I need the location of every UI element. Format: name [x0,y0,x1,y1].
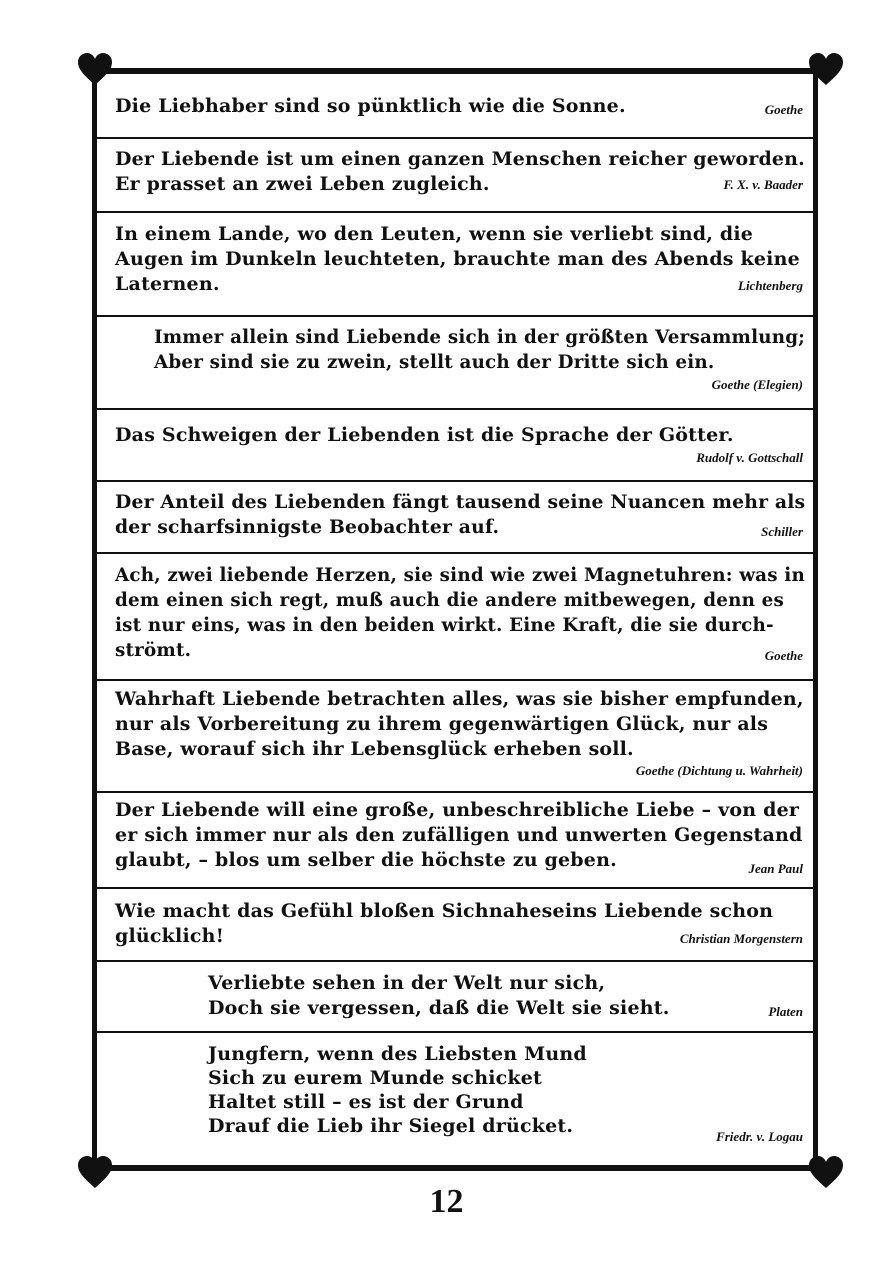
quote-line: Er prasset an zwei Leben zugleich. [115,173,490,195]
quote-text [208,971,670,1021]
quote-line: glaubt, – blos um selber die höchste zu geben. [115,849,617,871]
quote-line: Doch sie vergessen, daß die Welt sie sieht. [208,997,670,1019]
quote-line: Der Liebende will eine große, unbeschreibliche Liebe – von der [115,799,800,821]
quote-line: er sich immer nur als den zufälligen und unwerten Gegenstand [115,824,803,846]
quote-line: Jungfern, wenn des Liebsten Mund [208,1043,587,1065]
quote-text [115,423,734,448]
quote-line: Laternen. [115,273,220,295]
quote-block [97,317,813,410]
quote-line: Aber sind sie zu zwein, stellt auch der Dritte sich ein. [154,352,715,373]
quote-line: Immer allein sind Liebende sich in der größten Versammlung; [154,327,806,348]
quote-author: Christian Morgenstern [679,931,803,946]
quote-block [97,139,813,213]
quote-text [115,899,773,949]
quote-text [154,325,805,375]
quote-line: der scharfsinnigste Beobachter auf. [115,516,500,538]
quote-block [97,213,813,317]
quote-line: Sich zu eurem Munde schicket [208,1067,543,1089]
quote-line: nur als Vorbereitung zu ihrem gegenwärtigen Glück, nur als [115,713,769,735]
quote-line: Augen im Dunkeln leuchteten, brauchte man des Abends keine [115,248,800,270]
quote-block [97,681,813,793]
quote-block [97,793,813,889]
quote-line: Wie macht das Gefühl bloßen Sichnaheseins Liebende schon [115,900,774,922]
quote-author: Jean Paul [748,861,803,876]
quote-line: Haltet still – es ist der Grund [208,1091,524,1113]
quote-line: Der Anteil des Liebenden fängt tausend seine Nuancen mehr als [115,491,806,513]
quote-text [115,798,803,873]
quote-author: Rudolf v. Gottschall [696,450,803,465]
quote-line: strömt. [115,640,192,661]
quote-block [97,554,813,681]
quote-author: Goethe [764,648,803,663]
page-number: 12 [429,1183,464,1220]
quote-line: Ach, zwei liebende Herzen, sie sind wie zwei Magnetuhren: was in [115,565,805,586]
quote-author: Goethe (Elegien) [711,377,803,392]
quote-text [208,1042,587,1138]
quote-text [115,147,805,197]
quote-line: Die Liebhaber sind so pünktlich wie die Sonne. [115,95,626,117]
quote-block [97,410,813,482]
quote-author: F. X. v. Baader [723,177,803,192]
quote-author: Goethe (Dichtung u. Wahrheit) [635,763,803,778]
quote-text [115,222,800,297]
quote-line: Das Schweigen der Liebenden ist die Sprache der Götter. [115,424,734,446]
quote-block [97,482,813,554]
quote-text [115,94,626,119]
quote-author: Friedr. v. Logau [716,1129,803,1144]
quote-block [97,889,813,962]
quote-line: ist nur eins, was in den beiden wirkt. Eine Kraft, die sie durch- [115,615,774,636]
quote-author: Platen [768,1004,803,1019]
quote-line: Verliebte sehen in der Welt nur sich, [208,972,606,994]
quote-line: In einem Lande, wo den Leuten, wenn sie verliebt sind, die [115,223,754,245]
quote-line: Wahrhaft Liebende betrachten alles, was sie bisher empfunden, [115,688,804,710]
quote-author: Lichtenberg [738,278,803,293]
heart-corner-icon [808,52,844,88]
quote-block [97,962,813,1033]
quote-author: Goethe [764,102,803,117]
quote-line: Drauf die Lieb ihr Siegel drücket. [208,1115,574,1137]
quote-line: dem einen sich regt, muß auch die andere mitbewegen, denn es [115,590,785,611]
quote-text [115,563,805,663]
quote-text [115,687,804,762]
quote-line: Der Liebende ist um einen ganzen Menschen reicher geworden. [115,148,805,170]
quote-block [97,1033,813,1163]
quote-block [97,74,813,139]
quote-line: glücklich! [115,925,225,947]
quote-text [115,490,805,540]
quote-line: Base, worauf sich ihr Lebensglück erheben soll. [115,738,634,760]
quote-author: Schiller [761,524,803,539]
